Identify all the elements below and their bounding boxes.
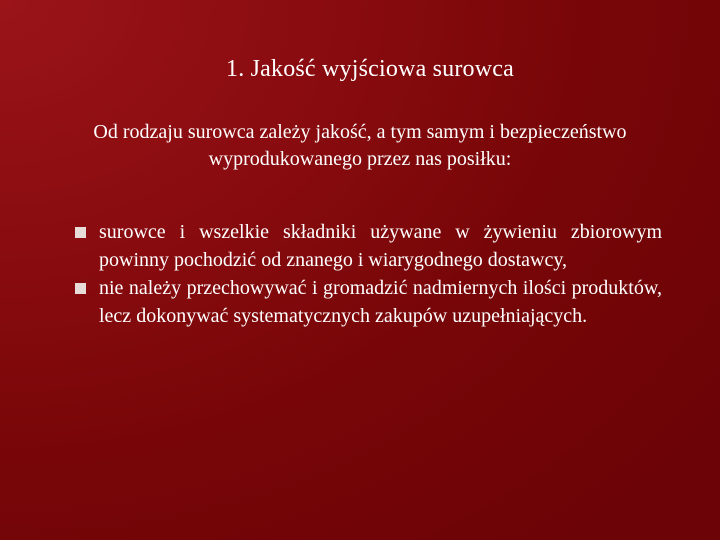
square-bullet-icon — [75, 227, 86, 238]
bullet-item — [72, 274, 662, 330]
bullet-text: surowce i wszelkie składniki używane w żywieniu zbiorowym powinny pochodzić od znanego i wiarygodnego dostawcy, — [99, 221, 662, 271]
slide-title: 1. Jakość wyjściowa surowca — [226, 56, 514, 82]
bullet-text: nie należy przechowywać i gromadzić nadmiernych ilości produktów, lecz dokonywać systematycznych zakupów uzupełniających. — [99, 277, 662, 327]
bullet-item — [72, 218, 662, 274]
intro-text: Od rodzaju surowca zależy jakość, a tym samym i bezpieczeństwo wyprodukowanego przez nas posiłku: — [93, 121, 627, 170]
bullet-list — [72, 218, 662, 330]
square-bullet-icon — [75, 283, 86, 294]
